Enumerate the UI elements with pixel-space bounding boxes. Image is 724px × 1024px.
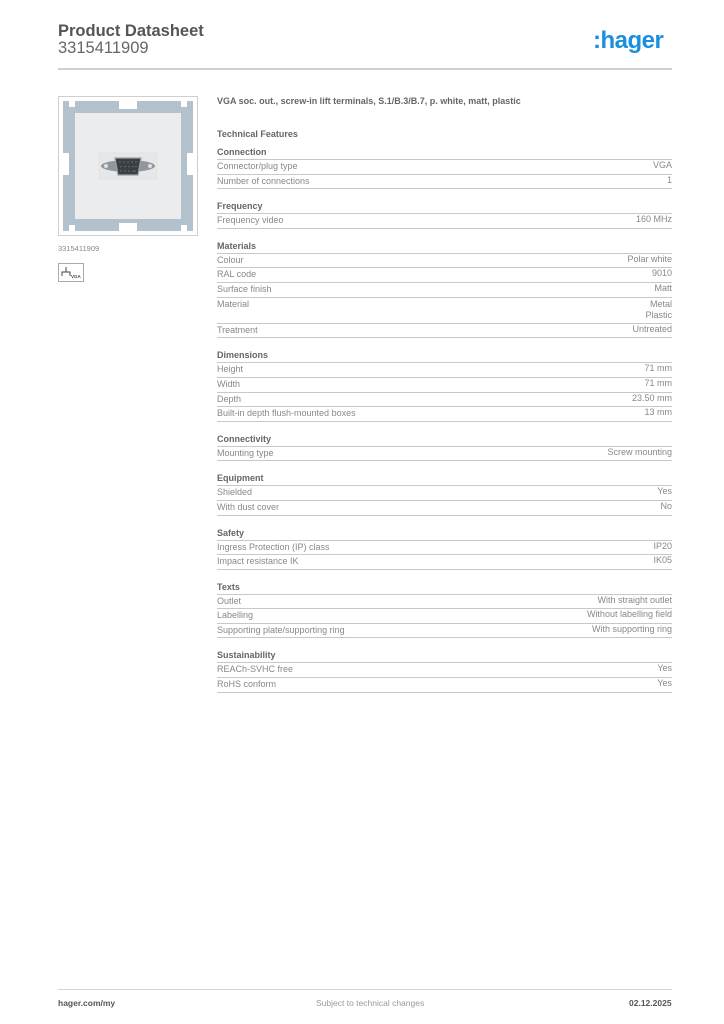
- spec-value-line: With supporting ring: [591, 623, 672, 634]
- spec-value-line: No: [660, 500, 672, 511]
- section-title: Materials: [217, 241, 672, 254]
- section-title: Texts: [217, 582, 672, 595]
- vga-socket-illustration: [59, 97, 197, 235]
- spec-row: [217, 175, 672, 190]
- section-frequency: [217, 201, 672, 229]
- spec-label: Number of connections: [217, 175, 310, 186]
- spec-value-line: 1: [666, 174, 672, 185]
- spec-value-line: Yes: [657, 486, 672, 497]
- spec-value-line: 160 MHz: [635, 214, 672, 225]
- spec-label: Height: [217, 364, 244, 375]
- feature-sections: [217, 147, 672, 693]
- header-divider: [58, 68, 672, 70]
- technical-content: [217, 96, 672, 693]
- spec-value-line: Without labelling field: [586, 609, 672, 620]
- section-title: Equipment: [217, 473, 672, 486]
- spec-label: With dust cover: [217, 501, 280, 512]
- spec-value: [607, 447, 672, 461]
- spec-row: [217, 678, 672, 693]
- section-title: Safety: [217, 528, 672, 541]
- spec-value-line: Yes: [657, 678, 672, 689]
- spec-value: [667, 175, 672, 189]
- spec-value-line: Matt: [654, 282, 672, 293]
- page-title: Product Datasheet: [58, 22, 204, 40]
- spec-label: Colour: [217, 254, 244, 265]
- footer-divider: [58, 989, 672, 990]
- spec-label: Width: [217, 378, 241, 389]
- spec-value: [627, 254, 672, 268]
- spec-row: [217, 663, 672, 678]
- spec-label: Depth: [217, 393, 242, 404]
- spec-value-line: Metal: [649, 298, 672, 309]
- spec-value: [657, 486, 672, 500]
- spec-label: Ingress Protection (IP) class: [217, 541, 330, 552]
- spec-value: [636, 214, 672, 228]
- article-number: 3315411909: [58, 39, 149, 57]
- spec-label: Labelling: [217, 610, 254, 621]
- spec-value: [587, 609, 672, 623]
- spec-value-line: VGA: [652, 160, 672, 170]
- section-title: Sustainability: [217, 650, 672, 663]
- spec-value: [597, 595, 672, 609]
- spec-value: [653, 160, 672, 174]
- vga-symbol-icon: [58, 263, 84, 282]
- spec-value: [645, 299, 672, 322]
- spec-value: [654, 283, 672, 297]
- spec-value: [592, 624, 672, 638]
- section-sustainability: [217, 650, 672, 692]
- spec-row: [217, 447, 672, 462]
- spec-label: Treatment: [217, 324, 258, 335]
- spec-label: Surface finish: [217, 283, 272, 294]
- footer-date: 02.12.2025: [629, 998, 672, 1008]
- spec-row: [217, 363, 672, 378]
- spec-value-line: With straight outlet: [597, 594, 672, 605]
- footer-website: hager.com/my: [58, 998, 116, 1008]
- spec-label: Material: [217, 298, 250, 309]
- spec-label: Frequency video: [217, 215, 284, 226]
- spec-row: [217, 214, 672, 229]
- spec-label: RoHS conform: [217, 679, 277, 690]
- section-title: Dimensions: [217, 350, 672, 363]
- spec-row: [217, 254, 672, 269]
- spec-row: [217, 324, 672, 339]
- spec-row: [217, 393, 672, 408]
- spec-value: [653, 541, 672, 555]
- spec-row: [217, 486, 672, 501]
- spec-value: [644, 407, 672, 421]
- section-connectivity: [217, 434, 672, 462]
- spec-value-line: Polar white: [627, 253, 672, 264]
- spec-row: [217, 624, 672, 639]
- section-title: Connection: [217, 147, 672, 160]
- section-equipment: [217, 473, 672, 515]
- spec-value-line: IK05: [653, 555, 672, 566]
- spec-value: [660, 501, 672, 515]
- spec-label: REACh-SVHC free: [217, 664, 294, 675]
- spec-value: [644, 378, 672, 392]
- section-materials: [217, 241, 672, 339]
- spec-row: [217, 283, 672, 298]
- spec-row: [217, 160, 672, 175]
- spec-label: Built-in depth flush-mounted boxes: [217, 408, 356, 419]
- spec-value: [657, 663, 672, 677]
- spec-row: [217, 595, 672, 610]
- section-title: Frequency: [217, 201, 672, 214]
- spec-value-line: IP20: [653, 540, 672, 551]
- spec-value-line: Untreated: [632, 323, 672, 334]
- spec-row: [217, 501, 672, 516]
- section-dimensions: [217, 350, 672, 421]
- spec-label: Outlet: [217, 595, 242, 606]
- spec-label: Mounting type: [217, 447, 274, 458]
- section-texts: [217, 582, 672, 639]
- spec-value-line: 71 mm: [644, 377, 672, 388]
- spec-value-line: Plastic: [645, 310, 672, 321]
- spec-row: [217, 407, 672, 422]
- spec-value-line: 23.50 mm: [631, 392, 672, 403]
- spec-value-line: 71 mm: [644, 363, 672, 374]
- spec-row: [217, 555, 672, 570]
- spec-label: RAL code: [217, 269, 257, 280]
- spec-value: [632, 324, 672, 338]
- spec-value: [652, 268, 672, 282]
- section-safety: [217, 528, 672, 570]
- section-title: Connectivity: [217, 434, 672, 447]
- spec-value-line: Yes: [657, 663, 672, 674]
- spec-value: [657, 678, 672, 692]
- spec-label: Impact resistance IK: [217, 556, 299, 567]
- spec-value: [653, 555, 672, 569]
- spec-value: [632, 393, 672, 407]
- spec-row: [217, 298, 672, 324]
- spec-row: [217, 378, 672, 393]
- spec-row: [217, 541, 672, 556]
- spec-row: [217, 609, 672, 624]
- technical-features-heading: Technical Features: [217, 129, 298, 139]
- hager-logo: :hager: [593, 27, 664, 54]
- spec-label: Shielded: [217, 487, 253, 498]
- product-id-caption: 3315411909: [58, 244, 100, 253]
- svg-text:VGA: VGA: [71, 274, 81, 279]
- product-image: [58, 96, 198, 236]
- spec-value-line: Screw mounting: [607, 446, 672, 457]
- product-description: VGA soc. out., screw-in lift terminals, S.1/B.3/B.7, p. white, matt, plastic: [217, 96, 521, 106]
- spec-row: [217, 268, 672, 283]
- footer-notice: Subject to technical changes: [316, 998, 425, 1008]
- spec-value: [644, 363, 672, 377]
- section-connection: [217, 147, 672, 189]
- spec-value-line: 9010: [651, 268, 672, 279]
- spec-label: Supporting plate/supporting ring: [217, 624, 345, 635]
- spec-label: Connector/plug type: [217, 161, 298, 171]
- spec-value-line: 13 mm: [644, 407, 672, 418]
